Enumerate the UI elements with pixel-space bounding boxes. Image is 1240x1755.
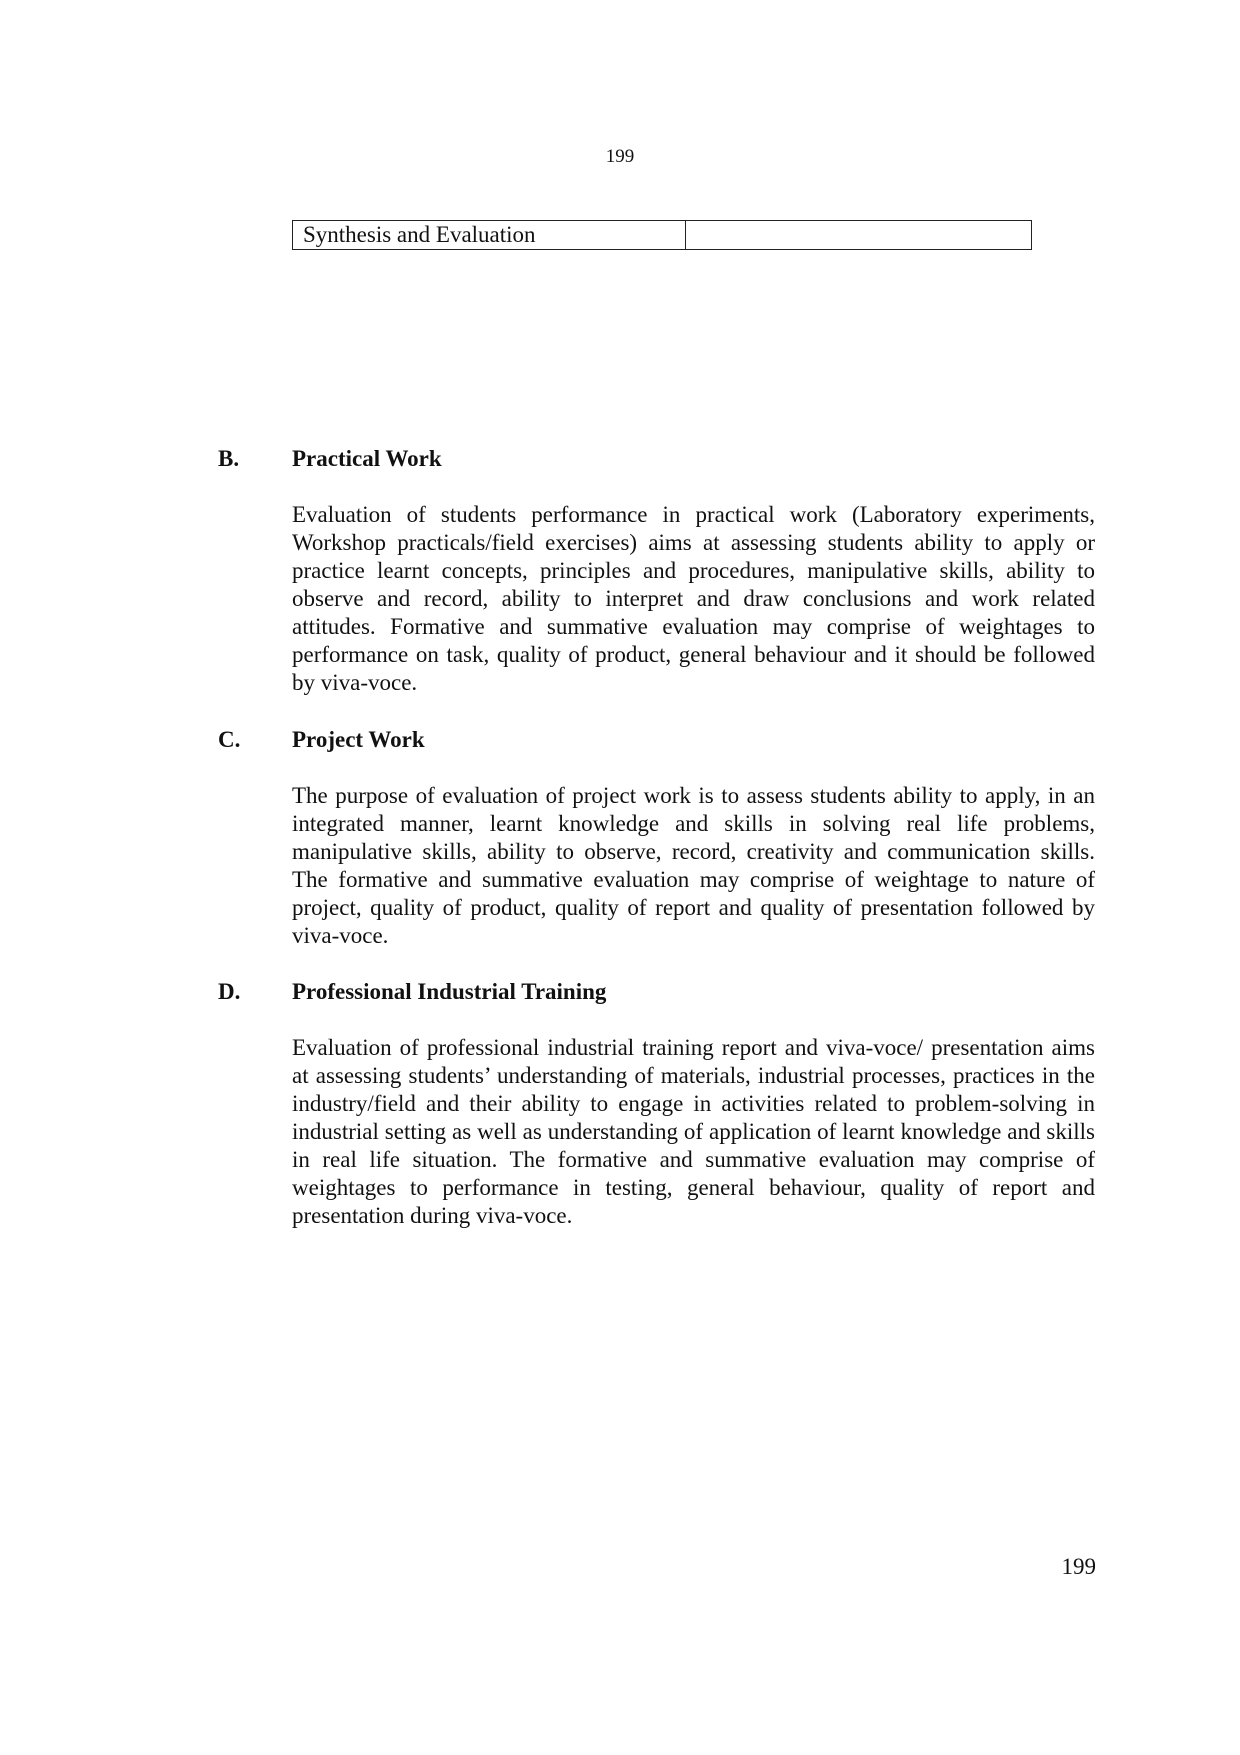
page-number-top: 199 <box>605 146 635 167</box>
page-number-bottom: 199 <box>1061 1554 1096 1579</box>
section-heading: Professional Industrial Training <box>292 979 607 1004</box>
section-heading: Practical Work <box>292 446 442 471</box>
section-body: The purpose of evaluation of project work is to assess students ability to apply, in an integrated manner, learnt knowledge and skills in solving real life problems, manipulative skills, ability to observe, record, creativity and communication skills. The formative and summative evaluation may comprise of weightage to nature of project, quality of product, quality of report and quality of presentation followed by viva-voce. <box>292 783 1095 948</box>
table-cell: Synthesis and Evaluation <box>293 221 686 250</box>
table-row <box>293 221 1032 250</box>
section-heading: Project Work <box>292 727 425 752</box>
section-body: Evaluation of professional industrial training report and viva-voce/ presentation aims at assessing students’ understanding of materials, industrial processes, practices in the industry/field and their ability to engage in activities related to problem-solving in industrial setting as well as understanding of application of learnt knowledge and skills in real life situation. The formative and summative evaluation may comprise of weightages to performance in testing, general behaviour, quality of report and presentation during viva-voce. <box>292 1035 1095 1228</box>
section-body: Evaluation of students performance in practical work (Laboratory experiments, Workshop practicals/field exercises) aims at assessing students ability to apply or practice learnt concepts, principles and procedures, manipulative skills, ability to observe and record, ability to interpret and draw conclusions and work related attitudes. Formative and summative evaluation may comprise of weightages to performance on task, quality of product, general behaviour and it should be followed by viva-voce. <box>292 502 1095 695</box>
evaluation-table <box>292 220 1032 250</box>
table-cell <box>686 221 1032 250</box>
section-letter: B. <box>218 446 240 471</box>
section-letter: D. <box>218 979 241 1004</box>
section-letter: C. <box>218 727 241 752</box>
